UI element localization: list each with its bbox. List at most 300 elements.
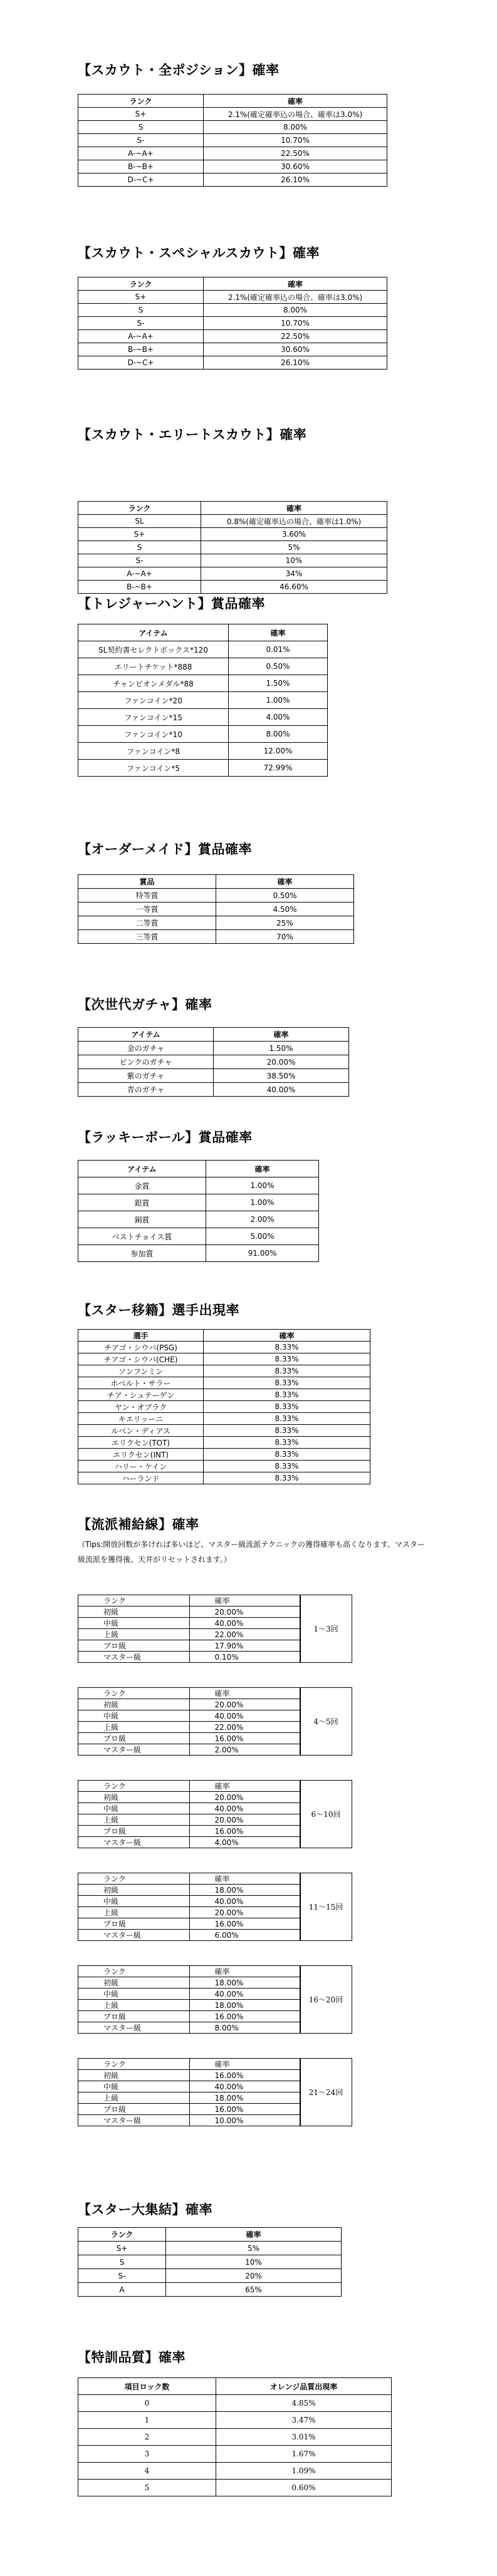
table-row bbox=[78, 2269, 342, 2283]
row-label-cell: 5 bbox=[78, 2480, 216, 2496]
probability-cell: 10.70% bbox=[204, 134, 387, 147]
probability-cell: 91.00% bbox=[206, 1245, 319, 1262]
table-row bbox=[78, 1826, 300, 1837]
table-row bbox=[78, 726, 328, 743]
probability-cell: 20.00% bbox=[214, 1055, 349, 1069]
table-row bbox=[78, 1733, 300, 1744]
ryuha-table bbox=[78, 1595, 301, 1662]
probability-cell: 40.00% bbox=[189, 2081, 300, 2092]
row-label-cell: ヤン・オブラク bbox=[78, 1401, 204, 1413]
row-label-cell: S bbox=[78, 2255, 166, 2269]
ryuha-note: （Tips:開放回数が多ければ多いほど、マスター級流派テクニックの獲得確率も高くなります。マスター級流派を獲得後、天井がリセットされます。） bbox=[78, 1540, 426, 1564]
row-label-cell: チアゴ・シウバ(PSG) bbox=[78, 1342, 204, 1353]
row-label-cell: マスター級 bbox=[78, 1744, 189, 1756]
table-row bbox=[78, 692, 328, 709]
row-label-cell: 初級 bbox=[78, 1977, 189, 1989]
table-row bbox=[78, 641, 328, 658]
column-header: 確率 bbox=[189, 1781, 300, 1792]
column-header: 賞品 bbox=[78, 875, 216, 889]
table-row bbox=[78, 903, 354, 916]
nextgen-title: 【次世代ガチャ】確率 bbox=[78, 997, 212, 1012]
column-header: ランク bbox=[78, 1781, 189, 1792]
column-header: ランク bbox=[78, 1595, 189, 1606]
row-label-cell: S- bbox=[78, 554, 201, 567]
probability-cell: 40.00% bbox=[189, 1896, 300, 1907]
row-label-cell: 3 bbox=[78, 2446, 216, 2463]
table-row bbox=[78, 1342, 370, 1353]
probability-cell: 40.00% bbox=[189, 1710, 300, 1722]
row-label-cell: B-~B+ bbox=[78, 160, 204, 173]
row-label-cell: A-~A+ bbox=[78, 330, 204, 343]
probability-cell: 30.60% bbox=[204, 343, 387, 356]
ryuha-range-label: 1～3回 bbox=[300, 1595, 352, 1662]
table-header-row bbox=[78, 1028, 349, 1042]
column-header: 確率 bbox=[201, 502, 387, 515]
table-row bbox=[78, 1461, 370, 1472]
probability-cell: 40.00% bbox=[189, 1803, 300, 1814]
row-label-cell: 中級 bbox=[78, 2081, 189, 2092]
table-row bbox=[78, 291, 387, 304]
column-header: 確率 bbox=[189, 1966, 300, 1977]
row-label-cell: A-~A+ bbox=[78, 147, 204, 160]
ryuha-range-label: 16～20回 bbox=[300, 1966, 352, 2033]
probability-cell: 8.33% bbox=[204, 1472, 370, 1484]
ryuha-table bbox=[78, 1781, 301, 1848]
table-header-row bbox=[78, 875, 354, 889]
row-label-cell: 初級 bbox=[78, 1699, 189, 1710]
probability-cell: 1.00% bbox=[206, 1177, 319, 1194]
probability-cell: 0.50% bbox=[229, 658, 328, 675]
row-label-cell: エリートチケット*888 bbox=[78, 658, 229, 675]
column-header: ランク bbox=[78, 95, 204, 108]
column-header: 確率 bbox=[206, 1161, 319, 1177]
column-header: ランク bbox=[78, 1966, 189, 1977]
table-header-row bbox=[78, 2378, 392, 2395]
table-row bbox=[78, 330, 387, 343]
ryuha-block bbox=[78, 1873, 352, 1941]
probability-cell: 0.50% bbox=[216, 889, 354, 903]
row-label-cell: 初級 bbox=[78, 1885, 189, 1896]
table-row bbox=[78, 1744, 300, 1756]
table-row bbox=[78, 1472, 370, 1484]
column-header: 選手 bbox=[78, 1330, 204, 1342]
row-label-cell: 銀賞 bbox=[78, 1194, 206, 1211]
row-label-cell: 中級 bbox=[78, 1618, 189, 1629]
probability-cell: 20.00% bbox=[189, 1814, 300, 1826]
table-row bbox=[78, 173, 387, 187]
table-row bbox=[78, 1401, 370, 1413]
table-row bbox=[78, 1896, 300, 1907]
table-row bbox=[78, 1425, 370, 1437]
probability-cell: 40.00% bbox=[214, 1083, 349, 1097]
probability-cell: 1.50% bbox=[229, 675, 328, 692]
probability-cell: 70% bbox=[216, 930, 354, 944]
ryuha-block bbox=[78, 1595, 352, 1663]
row-label-cell: D-~C+ bbox=[78, 356, 204, 370]
row-label-cell: S+ bbox=[78, 2242, 166, 2255]
lucky-title: 【ラッキーボール】賞品確率 bbox=[78, 1130, 253, 1145]
table-header-row bbox=[78, 2228, 342, 2242]
table-row bbox=[78, 567, 387, 581]
probability-cell: 4.50% bbox=[216, 903, 354, 916]
probability-cell: 4.00% bbox=[229, 709, 328, 726]
probability-cell: 20.00% bbox=[189, 1907, 300, 1918]
table-row bbox=[78, 1837, 300, 1848]
probability-cell: 1.09% bbox=[216, 2463, 392, 2480]
column-header: 確率 bbox=[204, 1330, 370, 1342]
table-header-row bbox=[78, 624, 328, 641]
table-row bbox=[78, 108, 387, 121]
row-label-cell: マスター級 bbox=[78, 1930, 189, 1941]
column-header: ランク bbox=[78, 277, 204, 291]
ryuha-table bbox=[78, 1688, 301, 1755]
probability-cell: 2.1%(確定確率込の場合、確率は3.0%) bbox=[204, 108, 387, 121]
row-label-cell: マスター級 bbox=[78, 1652, 189, 1663]
column-header: 確率 bbox=[166, 2228, 342, 2242]
column-header: ランク bbox=[78, 2228, 166, 2242]
row-label-cell: ファンコイン*15 bbox=[78, 709, 229, 726]
probability-cell: 5% bbox=[166, 2242, 342, 2255]
row-label-cell: 上級 bbox=[78, 2000, 189, 2011]
scout-special-title: 【スカウト・スペシャルスカウト】確率 bbox=[78, 246, 320, 261]
table-row bbox=[78, 658, 328, 675]
row-label-cell: エリクセン(INT) bbox=[78, 1449, 204, 1461]
probability-cell: 30.60% bbox=[204, 160, 387, 173]
table-row bbox=[78, 2242, 342, 2255]
row-label-cell: プロ級 bbox=[78, 2011, 189, 2022]
row-label-cell: 紫のガチャ bbox=[78, 1069, 214, 1083]
column-header: ランク bbox=[78, 502, 201, 515]
row-label-cell: 初級 bbox=[78, 1606, 189, 1618]
row-label-cell: ホベルト・サラー bbox=[78, 1377, 204, 1389]
probability-cell: 5% bbox=[201, 541, 387, 554]
probability-cell: 8.33% bbox=[204, 1425, 370, 1437]
row-label-cell: 2 bbox=[78, 2429, 216, 2446]
probability-cell: 18.00% bbox=[189, 2092, 300, 2104]
column-header: ランク bbox=[78, 1873, 189, 1885]
table-row bbox=[78, 889, 354, 903]
table-row bbox=[78, 1211, 319, 1228]
row-label-cell: S bbox=[78, 121, 204, 134]
lucky-table bbox=[78, 1160, 319, 1262]
row-label-cell: 上級 bbox=[78, 1629, 189, 1640]
treasure-title: 【トレジャーハント】賞品確率 bbox=[78, 596, 266, 611]
probability-cell: 72.99% bbox=[229, 760, 328, 777]
scout-all-title: 【スカウト・全ポジション】確率 bbox=[78, 63, 280, 78]
probability-cell: 65% bbox=[166, 2283, 342, 2297]
order-title: 【オーダーメイド】賞品確率 bbox=[78, 842, 253, 857]
probability-cell: 0.8%(確定確率込の場合、確率は1.0%) bbox=[201, 515, 387, 528]
probability-cell: 22.50% bbox=[204, 330, 387, 343]
table-row bbox=[78, 743, 328, 760]
probability-cell: 25% bbox=[216, 916, 354, 930]
table-row bbox=[78, 2255, 342, 2269]
row-label-cell: ファンコイン*8 bbox=[78, 743, 229, 760]
row-label-cell: 中級 bbox=[78, 1710, 189, 1722]
table-row bbox=[78, 2283, 342, 2297]
ryuha-block bbox=[78, 1687, 352, 1756]
table-row bbox=[78, 1228, 319, 1245]
probability-cell: 2.1%(確定確率込の場合、確率は3.0%) bbox=[204, 291, 387, 304]
ryuha-range-label: 11～15回 bbox=[300, 1873, 352, 1940]
probability-cell: 46.60% bbox=[201, 581, 387, 594]
column-header: 確率 bbox=[189, 1873, 300, 1885]
probability-cell: 8.33% bbox=[204, 1342, 370, 1353]
ryuha-range-label: 21～24回 bbox=[300, 2059, 352, 2126]
transfer-table bbox=[78, 1329, 370, 1484]
ryuha-table bbox=[78, 2059, 301, 2126]
table-row bbox=[78, 2092, 300, 2104]
row-label-cell: ベストチョイス賞 bbox=[78, 1228, 206, 1245]
probability-cell: 8.33% bbox=[204, 1413, 370, 1425]
probability-cell: 18.00% bbox=[189, 1977, 300, 1989]
probability-cell: 22.00% bbox=[189, 1722, 300, 1733]
row-label-cell: S+ bbox=[78, 108, 204, 121]
table-row bbox=[78, 1989, 300, 2000]
probability-cell: 20.00% bbox=[189, 1606, 300, 1618]
table-row bbox=[78, 1629, 300, 1640]
row-label-cell: キエリッーニ bbox=[78, 1413, 204, 1425]
table-row bbox=[78, 1792, 300, 1803]
probability-cell: 8.33% bbox=[204, 1437, 370, 1449]
row-label-cell: 中級 bbox=[78, 1803, 189, 1814]
row-label-cell: 金賞 bbox=[78, 1177, 206, 1194]
row-label-cell: チャンピオンメダル*88 bbox=[78, 675, 229, 692]
table-row bbox=[78, 2011, 300, 2022]
table-row bbox=[78, 2412, 392, 2429]
probability-cell: 22.00% bbox=[189, 1629, 300, 1640]
row-label-cell: 金のガチャ bbox=[78, 1042, 214, 1055]
column-header: 確率 bbox=[204, 95, 387, 108]
probability-cell: 6.00% bbox=[189, 1930, 300, 1941]
probability-cell: 10.70% bbox=[204, 317, 387, 330]
row-label-cell: 青のガチャ bbox=[78, 1083, 214, 1097]
probability-cell: 38.50% bbox=[214, 1069, 349, 1083]
table-row bbox=[78, 317, 387, 330]
row-label-cell: 4 bbox=[78, 2463, 216, 2480]
row-label-cell: マスター級 bbox=[78, 2115, 189, 2126]
row-label-cell: D-~C+ bbox=[78, 173, 204, 187]
table-row bbox=[78, 343, 387, 356]
row-label-cell: SL契約書セレクトボックス*120 bbox=[78, 641, 229, 658]
probability-cell: 20.00% bbox=[189, 1792, 300, 1803]
row-label-cell: プロ級 bbox=[78, 1733, 189, 1744]
probability-cell: 16.00% bbox=[189, 1918, 300, 1930]
table-row bbox=[78, 1918, 300, 1930]
row-label-cell: 初級 bbox=[78, 2070, 189, 2081]
row-label-cell: 三等賞 bbox=[78, 930, 216, 944]
table-header-row bbox=[78, 1873, 300, 1885]
row-label-cell: 一等賞 bbox=[78, 903, 216, 916]
order-table bbox=[78, 874, 354, 944]
row-label-cell: 参加賞 bbox=[78, 1245, 206, 1262]
column-header: アイテム bbox=[78, 624, 229, 641]
table-row bbox=[78, 2022, 300, 2034]
row-label-cell: エリクセン(TOT) bbox=[78, 1437, 204, 1449]
table-row bbox=[78, 760, 328, 777]
table-row bbox=[78, 2070, 300, 2081]
column-header: 確率 bbox=[229, 624, 328, 641]
probability-cell: 10% bbox=[201, 554, 387, 567]
table-row bbox=[78, 2115, 300, 2126]
table-row bbox=[78, 1042, 349, 1055]
probability-cell: 16.00% bbox=[189, 1826, 300, 1837]
table-row bbox=[78, 1177, 319, 1194]
table-row bbox=[78, 1194, 319, 1211]
table-row bbox=[78, 1365, 370, 1377]
table-row bbox=[78, 1377, 370, 1389]
row-label-cell: マスター級 bbox=[78, 2022, 189, 2034]
table-row bbox=[78, 1055, 349, 1069]
column-header: 確率 bbox=[204, 277, 387, 291]
probability-cell: 1.50% bbox=[214, 1042, 349, 1055]
row-label-cell: S bbox=[78, 541, 201, 554]
probability-cell: 22.50% bbox=[204, 147, 387, 160]
probability-cell: 17.90% bbox=[189, 1640, 300, 1652]
row-label-cell: 上級 bbox=[78, 1907, 189, 1918]
column-header: ランク bbox=[78, 2059, 189, 2070]
probability-cell: 8.33% bbox=[204, 1461, 370, 1472]
row-label-cell: ファンコイン*5 bbox=[78, 760, 229, 777]
row-label-cell: プロ級 bbox=[78, 1826, 189, 1837]
column-header: オレンジ品質出現率 bbox=[216, 2378, 392, 2395]
tokkun-table bbox=[78, 2377, 392, 2496]
table-header-row bbox=[78, 1161, 319, 1177]
probability-cell: 2.00% bbox=[189, 1744, 300, 1756]
column-header: 確率 bbox=[189, 2059, 300, 2070]
row-label-cell: ハーランド bbox=[78, 1472, 204, 1484]
probability-cell: 1.00% bbox=[206, 1194, 319, 1211]
table-row bbox=[78, 2000, 300, 2011]
probability-cell: 4.85% bbox=[216, 2395, 392, 2412]
table-row bbox=[78, 1389, 370, 1401]
table-row bbox=[78, 2081, 300, 2092]
probability-cell: 10.00% bbox=[189, 2115, 300, 2126]
row-label-cell: 0 bbox=[78, 2395, 216, 2412]
row-label-cell: A-~A+ bbox=[78, 567, 201, 581]
table-row bbox=[78, 1437, 370, 1449]
table-header-row bbox=[78, 502, 387, 515]
column-header: 確率 bbox=[189, 1688, 300, 1699]
probability-cell: 12.00% bbox=[229, 743, 328, 760]
table-header-row bbox=[78, 1330, 370, 1342]
column-header: アイテム bbox=[78, 1161, 206, 1177]
probability-cell: 0.01% bbox=[229, 641, 328, 658]
scout-elite-title: 【スカウト・エリートスカウト】確率 bbox=[78, 427, 307, 442]
row-label-cell: A bbox=[78, 2283, 166, 2297]
table-header-row bbox=[78, 1781, 300, 1792]
ryuha-block bbox=[78, 1780, 352, 1848]
probability-cell: 8.00% bbox=[204, 304, 387, 317]
probability-cell: 8.00% bbox=[229, 726, 328, 743]
star-gather-table bbox=[78, 2227, 342, 2297]
star-gather-title: 【スター大集結】確率 bbox=[78, 2202, 212, 2217]
row-label-cell: ルベン・ディアス bbox=[78, 1425, 204, 1437]
table-row bbox=[78, 2104, 300, 2115]
table-header-row bbox=[78, 1688, 300, 1699]
probability-cell: 26.10% bbox=[204, 173, 387, 187]
table-row bbox=[78, 121, 387, 134]
row-label-cell: SL bbox=[78, 515, 201, 528]
probability-cell: 1.00% bbox=[229, 692, 328, 709]
ryuha-table bbox=[78, 1966, 301, 2033]
probability-cell: 1.67% bbox=[216, 2446, 392, 2463]
probability-cell: 26.10% bbox=[204, 356, 387, 370]
probability-cell: 8.33% bbox=[204, 1353, 370, 1365]
table-header-row bbox=[78, 277, 387, 291]
tokkun-title: 【特訓品質】確率 bbox=[78, 2350, 186, 2365]
row-label-cell: B-~B+ bbox=[78, 581, 201, 594]
probability-cell: 2.00% bbox=[206, 1211, 319, 1228]
probability-cell: 0.10% bbox=[189, 1652, 300, 1663]
probability-cell: 8.33% bbox=[204, 1389, 370, 1401]
probability-cell: 20.00% bbox=[189, 1699, 300, 1710]
probability-cell: 40.00% bbox=[189, 1989, 300, 2000]
row-label-cell: プロ級 bbox=[78, 2104, 189, 2115]
probability-cell: 8.33% bbox=[204, 1401, 370, 1413]
probability-cell: 8.00% bbox=[189, 2022, 300, 2034]
probability-cell: 5.00% bbox=[206, 1228, 319, 1245]
column-header: アイテム bbox=[78, 1028, 214, 1042]
row-label-cell: 上級 bbox=[78, 1814, 189, 1826]
column-header: 確率 bbox=[214, 1028, 349, 1042]
table-row bbox=[78, 2429, 392, 2446]
row-label-cell: ソンフンミン bbox=[78, 1365, 204, 1377]
table-row bbox=[78, 916, 354, 930]
table-row bbox=[78, 2395, 392, 2412]
probability-cell: 8.33% bbox=[204, 1365, 370, 1377]
table-row bbox=[78, 515, 387, 528]
table-header-row bbox=[78, 1966, 300, 1977]
column-header: ランク bbox=[78, 1688, 189, 1699]
row-label-cell: B-~B+ bbox=[78, 343, 204, 356]
row-label-cell: S- bbox=[78, 2269, 166, 2283]
table-row bbox=[78, 1699, 300, 1710]
table-row bbox=[78, 1640, 300, 1652]
table-row bbox=[78, 1083, 349, 1097]
ryuha-title: 【流派補給線】確率 bbox=[78, 1517, 199, 1532]
row-label-cell: 銅賞 bbox=[78, 1211, 206, 1228]
row-label-cell: S bbox=[78, 304, 204, 317]
ryuha-range-label: 4～5回 bbox=[300, 1688, 352, 1755]
row-label-cell: プロ級 bbox=[78, 1640, 189, 1652]
probability-cell: 34% bbox=[201, 567, 387, 581]
nextgen-table bbox=[78, 1027, 349, 1097]
probability-cell: 8.33% bbox=[204, 1377, 370, 1389]
table-row bbox=[78, 675, 328, 692]
table-row bbox=[78, 2463, 392, 2480]
row-label-cell: 中級 bbox=[78, 1989, 189, 2000]
probability-cell: 16.00% bbox=[189, 2011, 300, 2022]
table-row bbox=[78, 160, 387, 173]
table-row bbox=[78, 1710, 300, 1722]
table-row bbox=[78, 581, 387, 594]
row-label-cell: 初級 bbox=[78, 1792, 189, 1803]
table-header-row bbox=[78, 95, 387, 108]
row-label-cell: ファンコイン*10 bbox=[78, 726, 229, 743]
row-label-cell: ハリー・ケイン bbox=[78, 1461, 204, 1472]
table-row bbox=[78, 709, 328, 726]
probability-cell: 8.33% bbox=[204, 1449, 370, 1461]
ryuha-block bbox=[78, 1965, 352, 2034]
probability-cell: 3.47% bbox=[216, 2412, 392, 2429]
scout-elite-table bbox=[78, 501, 387, 594]
row-label-cell: 上級 bbox=[78, 1722, 189, 1733]
table-row bbox=[78, 1885, 300, 1896]
probability-cell: 20% bbox=[166, 2269, 342, 2283]
table-row bbox=[78, 1814, 300, 1826]
table-row bbox=[78, 1803, 300, 1814]
